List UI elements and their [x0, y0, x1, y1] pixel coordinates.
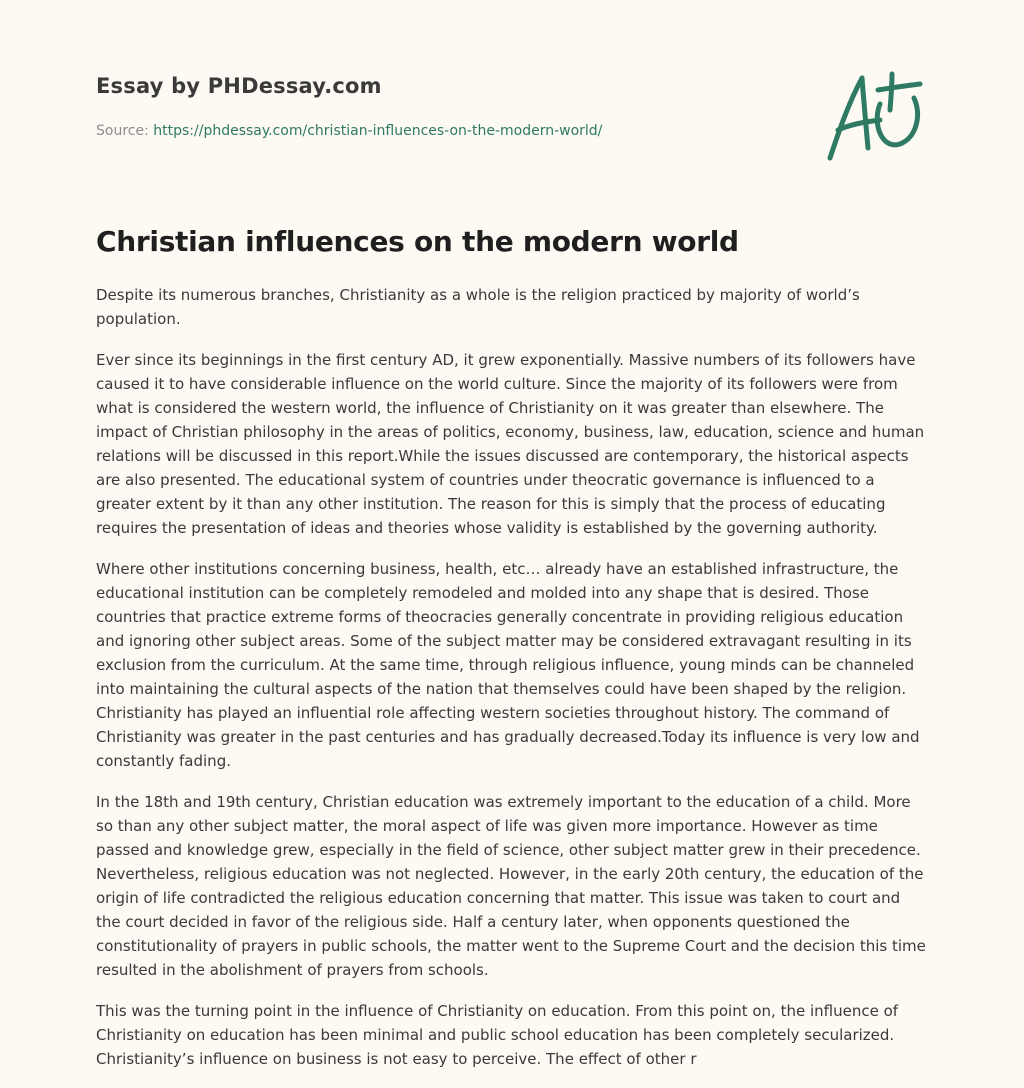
essay-paragraph: Where other institutions concerning business, health, etc… already have an established infrastructure, the educational institution can be completely remodeled and molded into any shape that is desired. Those countries that practice extreme forms of theocracies generally concentrate in providing religious education and ignoring other subject areas. Some of the subject matter may be considered extravagant resulting in its exclusion from the curriculum. At the same time, through religious influence, young minds can be channeled into maintaining the cultural aspects of the nation that themselves could have been shaped by the religion. Christianity has played an influential role affecting western societies throughout history. The command of Christianity was greater in the past centuries and has gradually decreased.Today its influence is very low and constantly fading.	[96, 560, 920, 770]
source-line	[96, 123, 816, 139]
essay-paragraph: This was the turning point in the influence of Christianity on education. From this point on, the influence of Christianity on education has been minimal and public school education has been completely secularized. Christianity’s influence on business is not easy to perceive. The effect of other r	[96, 1002, 899, 1068]
essay-paragraph: In the 18th and 19th century, Christian education was extremely important to the education of a child. More so than any other subject matter, the moral aspect of life was given more importance. However as time passed and knowledge grew, especially in the field of science, other subject matter grew in their precedence. Nevertheless, religious education was not neglected. However, in the early 20th century, the education of the origin of life contradicted the religious education concerning that matter. This issue was taken to court and the court decided in favor of the religious side. Half a century later, when opponents questioned the constitutionality of prayers in public schools, the matter went to the Supreme Court and the decision this time resulted in the abolishment of prayers from schools.	[96, 793, 926, 979]
essay-title: Christian influences on the modern world	[96, 225, 739, 258]
a-plus-grade-icon	[820, 64, 930, 164]
source-link[interactable]: https://phdessay.com/christian-influences-on-the-modern-world/	[153, 123, 603, 139]
essay-paragraph: Despite its numerous branches, Christianity as a whole is the religion practiced by majority of world’s population.	[96, 286, 860, 328]
essay-content	[96, 225, 928, 1088]
page-header	[96, 74, 816, 139]
essay-paragraph: Ever since its beginnings in the first century AD, it grew exponentially. Massive numbers of its followers have caused it to have considerable influence on the world culture. Since the majority of its followers were from what is considered the western world, the influence of Christianity on it was greater than elsewhere. The impact of Christian philosophy in the areas of politics, economy, business, law, education, science and human relations will be discussed in this report.While the issues discussed are contemporary, the historical aspects are also presented. The educational system of countries under theocratic governance is influenced to a greater extent by it than any other institution. The reason for this is simply that the process of educating requires the presentation of ideas and theories whose validity is established by the governing authority.	[96, 351, 925, 537]
source-label: Source:	[96, 123, 154, 139]
site-brand: Essay by PHDessay.com	[96, 74, 382, 98]
